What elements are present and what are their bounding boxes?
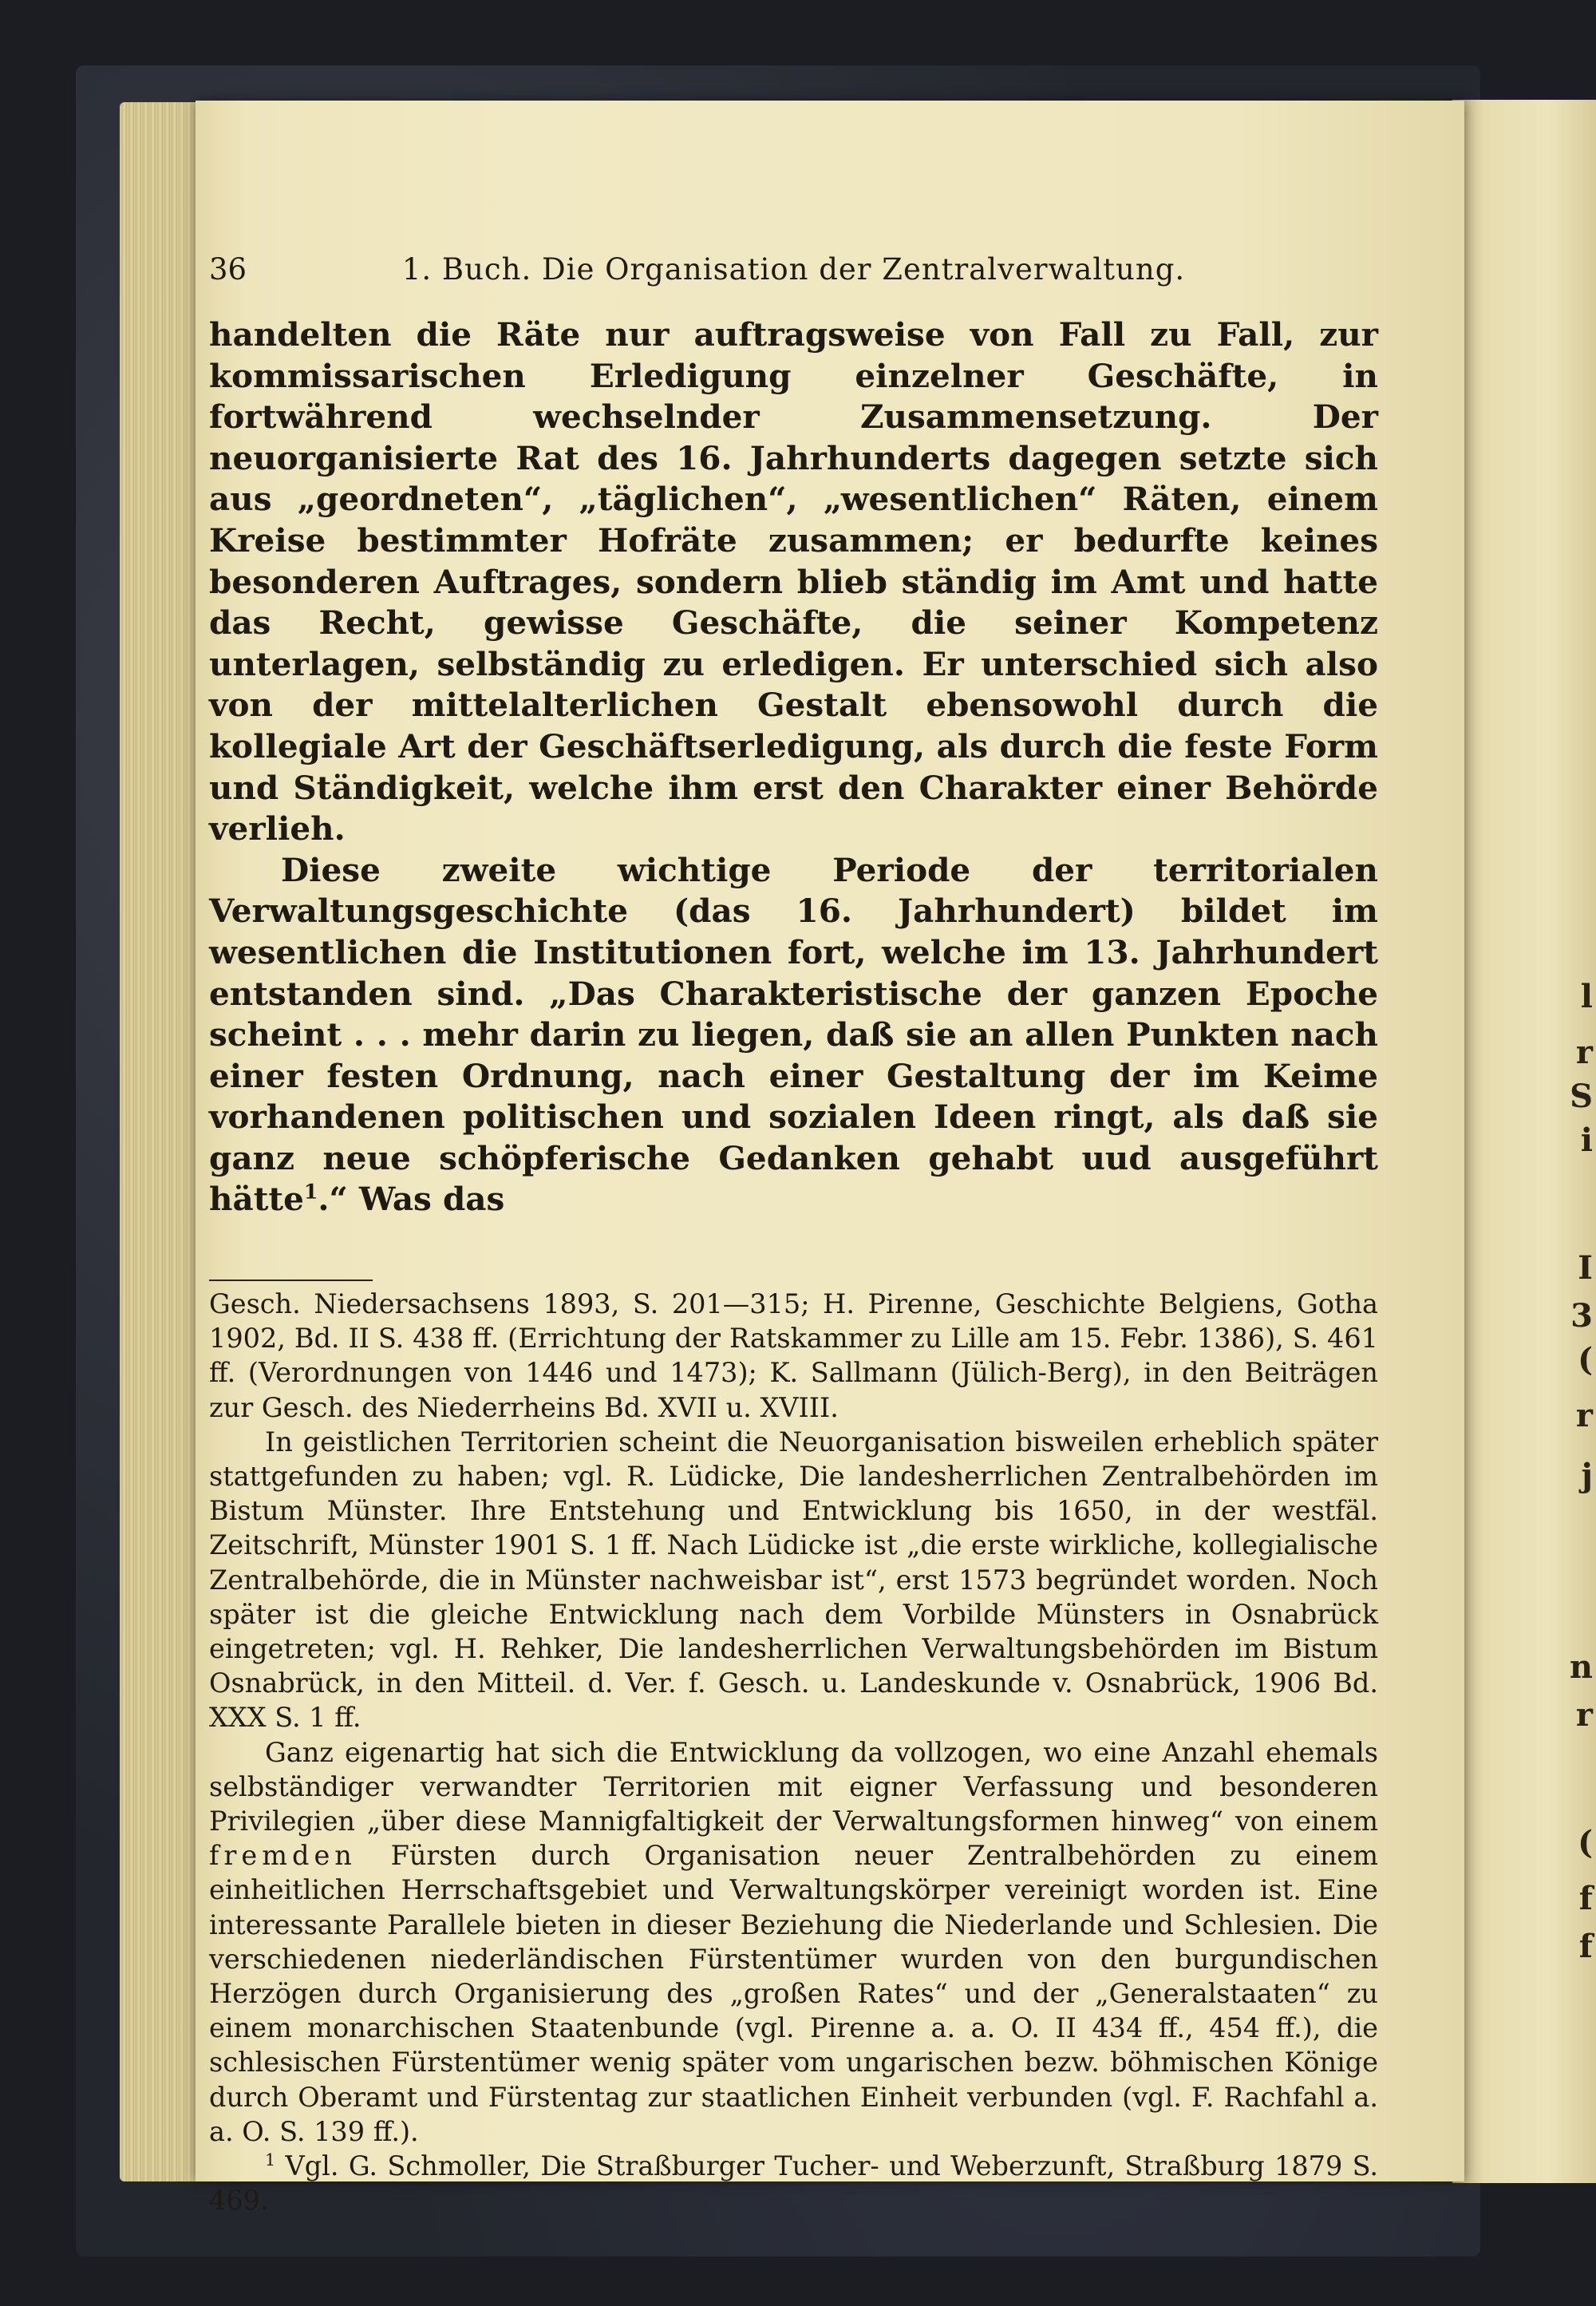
next-page-fragment: 3 xyxy=(1570,1297,1593,1335)
running-head-title: 1. Buch. Die Organisation der Zentralverwaltung. xyxy=(401,252,1186,287)
next-page-fragment: l xyxy=(1580,978,1593,1015)
next-page-fragment: I xyxy=(1578,1249,1593,1287)
next-page-fragment: r xyxy=(1575,1034,1593,1071)
footnote-1 xyxy=(209,2149,1378,2217)
footnote-paragraph-3 xyxy=(209,1735,1378,2149)
footnote-paragraph-2: In geistlichen Territorien scheint die Neuorganisation bisweilen erheblich später stattgefunden zu haben; vgl. R. Lüdicke, Die landesherrlichen Zentralbehörden im Bistum Münster. Ihre Entstehung und Entwicklung bis 1650, in der westfäl. Zeitschrift, Münster 1901 S. 1 ff. Nach Lüdicke ist „die erste wirkliche, kollegialische Zentralbehörde, die in Münster nachweisbar ist“, erst 1573 begründet worden. Noch später ist die gleiche Entwicklung nach dem Vorbilde Münsters in Osnabrück eingetreten; vgl. H. Rehker, Die landesherrlichen Verwaltungsbehörden im Bistum Osnabrück, in den Mitteil. d. Ver. f. Gesch. u. Landeskunde v. Osnabrück, 1906 Bd. XXX S. 1 ff. xyxy=(209,1426,1378,1734)
next-page-fragment: f xyxy=(1578,1928,1593,1965)
footnote-marker: 1 xyxy=(303,1179,318,1204)
footnote-1-marker: 1 xyxy=(265,2150,276,2170)
body-text xyxy=(209,314,1378,1220)
next-page-fragment: j xyxy=(1581,1457,1593,1494)
next-page-fragment: i xyxy=(1580,1121,1593,1159)
paragraph-2-end: .“ Was das xyxy=(318,1180,505,1219)
next-page-fragment: n xyxy=(1569,1648,1593,1686)
page-number: 36 xyxy=(209,252,247,287)
next-page-fragment: ( xyxy=(1578,1341,1593,1378)
next-page-edge xyxy=(1452,100,1596,2183)
footnote-3-spaced-word: fremden xyxy=(209,1840,357,1872)
next-page-fragment: r xyxy=(1575,1397,1593,1434)
next-page-fragment: ( xyxy=(1578,1824,1593,1861)
footnotes xyxy=(209,1287,1378,2217)
footnote-continuation: Gesch. Niedersachsens 1893, S. 201—315; H. Pirenne, Geschichte Belgiens, Gotha 1902, Bd. II S. 438 ff. (Errichtung der Ratskammer zu Lille am 15. Febr. 1386), S. 461 ff. (Verordnungen von 1446 und 1473); K. Sallmann (Jülich-Berg), in den Beiträgen zur Gesch. des Niederrheins Bd. XVII u. XVIII. xyxy=(209,1288,1378,1423)
footnote-3-text-b: Fürsten durch Organisation neuer Zentralbehörden zu einem einheitlichen Herrschaftsgebiet und Verwaltungskörper vereinigt worden ist. Eine interessante Parallele bieten in dieser Beziehung die Niederlande und Schlesien. Die verschiedenen niederländischen Fürstentümer wurden von den burgundischen Herzögen durch Organisierung des „großen Rates“ und der „Generalstaaten“ zu einem monarchischen Staatenbunde (vgl. Pirenne a. a. O. II 434 ff., 454 ff.), die schlesischen Fürstentümer wenig später vom ungarischen bezw. böhmischen Könige durch Oberamt und Fürstentag zur staatlichen Einheit verbunden (vgl. F. Rachfahl a. a. O. S. 139 ff.). xyxy=(209,1840,1378,2147)
paragraph-1: handelten die Räte nur auftragsweise von Fall zu Fall, zur kommissarischen Erledigung einzelner Geschäfte, in fortwährend wechselnder Zusammensetzung. Der neuorganisierte Rat des 16. Jahrhunderts dagegen setzte sich aus „geordneten“, „täglichen“, „wesentlichen“ Räten, einem Kreise bestimmter Hofräte zusammen; er bedurfte keines besonderen Auftrages, sondern blieb ständig im Amt und hatte das Recht, gewisse Geschäfte, die seiner Kompetenz unterlagen, selbständig zu erledigen. Er unterschied sich also von der mittelalterlichen Gestalt ebensowohl durch die kollegiale Art der Geschäftserledigung, als durch die feste Form und Ständigkeit, welche ihm erst den Charakter einer Behörde verlieh. xyxy=(209,315,1378,848)
footnote-rule xyxy=(209,1280,373,1281)
next-page-fragment: S xyxy=(1570,1078,1593,1115)
next-page-fragment: r xyxy=(1575,1696,1593,1734)
paragraph-2 xyxy=(209,850,1378,1220)
footnote-3-text-a: Ganz eigenartig hat sich die Entwicklung da vollzogen, wo eine Anzahl ehemals selbständiger verwandter Territorien mit eigner Verfassung und besonderen Privilegien „über diese Mannigfaltigkeit der Verwaltungsformen hinweg“ von einem xyxy=(209,1736,1378,1837)
paragraph-2-text: Diese zweite wichtige Periode der territorialen Verwaltungsgeschichte (das 16. Jahrhundert) bildet im wesentlichen die Institutionen fort, welche im 13. Jahrhundert entstanden sind. „Das Charakteristische der ganzen Epoche scheint . . . mehr darin zu liegen, daß sie an allen Punkten nach einer festen Ordnung, nach einer Gestaltung der im Keime vorhandenen politischen und sozialen Ideen ringt, als daß sie ganz neue schöpferische Gedanken gehabt uud ausgeführt hätte xyxy=(209,850,1378,1219)
footnote-1-text: Vgl. G. Schmoller, Die Straßburger Tucher- und Weberzunft, Straßburg 1879 S. 469. xyxy=(209,2150,1378,2217)
next-page-fragment: f xyxy=(1578,1880,1593,1917)
running-head xyxy=(209,247,1378,295)
